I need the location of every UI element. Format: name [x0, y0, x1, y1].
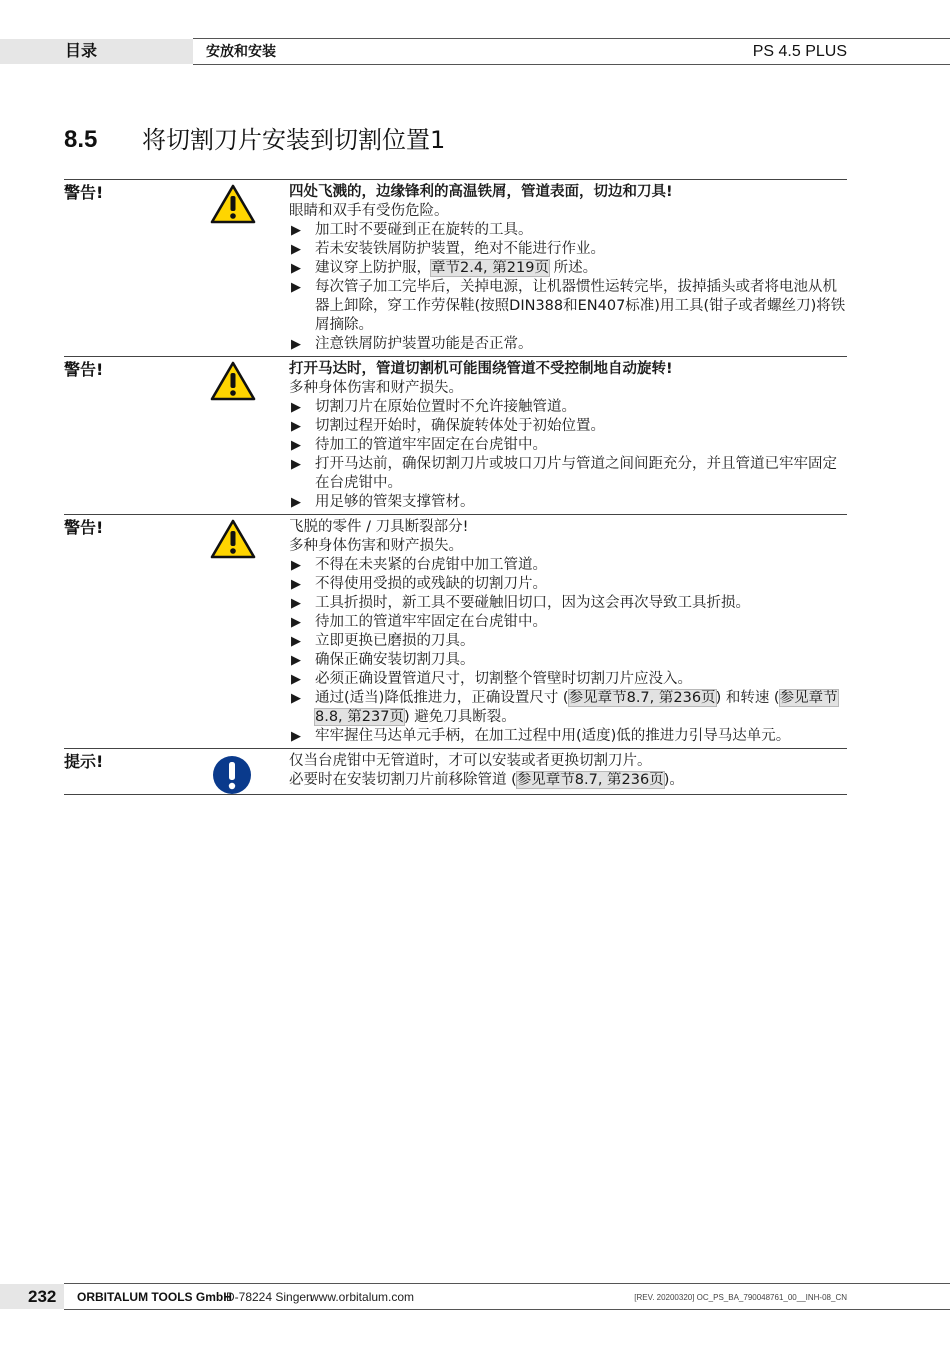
- bullet-triangle-icon: ▶: [291, 596, 301, 611]
- notice-label: 提示!: [64, 752, 104, 771]
- footer-company: ORBITALUM TOOLS GmbH: [77, 1290, 232, 1304]
- header-toc-label[interactable]: 目录: [65, 41, 98, 60]
- hint-line: 仅当台虎钳中无管道时，才可以安装或者更换切割刀片。: [289, 753, 652, 769]
- list-item: ▶ 不得使用受损的或残缺的切割刀片。: [291, 576, 547, 592]
- header-rule-top: [193, 38, 950, 39]
- bullet-triangle-icon: ▶: [291, 400, 301, 415]
- list-item: ▶ 必须正确设置管道尺寸，切割整个管壁时切割刀片应没入。: [291, 671, 692, 687]
- notice-description: 多种身体伤害和财产损失。: [289, 380, 463, 396]
- list-item: ▶ 建议穿上防护服，章节2.4, 第219页 所述。: [291, 260, 598, 276]
- notice-label: 警告!: [64, 360, 104, 379]
- bullet-triangle-icon: ▶: [291, 615, 301, 630]
- cross-reference-link[interactable]: 章节2.4, 第219页: [431, 260, 549, 276]
- warning-notice-motor-rotation: [64, 357, 847, 515]
- list-item: ▶ 工具折损时，新工具不要碰触旧切口，因为这会再次导致工具折损。: [291, 595, 750, 611]
- header-product-name: PS 4.5 PLUS: [752, 43, 847, 60]
- bullet-triangle-icon: ▶: [291, 558, 301, 573]
- list-item: ▶ 立即更换已磨损的刀具。: [291, 633, 475, 649]
- list-item: ▶ 确保正确安装切割刀具。: [291, 652, 475, 668]
- notice-bullet-list: [289, 556, 847, 746]
- list-item: ▶ 注意铁屑防护装置功能是否正常。: [291, 336, 533, 352]
- bullet-triangle-icon: ▶: [291, 438, 301, 453]
- section-number: 8.5: [64, 126, 98, 153]
- bullet-triangle-icon: ▶: [291, 653, 301, 668]
- list-item: ▶ 牢牢握住马达单元手柄，在加工过程中用(适度)低的推进力引导马达单元。: [291, 728, 791, 744]
- bullet-triangle-icon: ▶: [291, 495, 301, 510]
- notice-bullet-list: [289, 398, 847, 512]
- notice-description: 多种身体伤害和财产损失。: [289, 538, 463, 554]
- section-title: 将切割刀片安装到切割位置1: [142, 126, 446, 154]
- bullet-triangle-icon: ▶: [291, 691, 301, 706]
- footer-address: D-78224 Singen: [226, 1290, 313, 1304]
- header-section-label: 安放和安装: [206, 44, 276, 60]
- notice-label: 警告!: [64, 518, 104, 537]
- header-rule-bottom: [193, 64, 950, 65]
- list-item: ▶ 待加工的管道牢牢固定在台虎钳中。: [291, 437, 547, 453]
- footer-rule-top: [64, 1283, 950, 1284]
- list-item: ▶ 待加工的管道牢牢固定在台虎钳中。: [291, 614, 547, 630]
- footer-revision-code: [REV. 20200320] OC_PS_BA_790048761_00__INH-08_CN: [634, 1293, 847, 1302]
- bullet-triangle-icon: ▶: [291, 223, 301, 238]
- notice-title: 四处飞溅的，边缘锋利的高温铁屑，管道表面，切边和刀具!: [289, 184, 673, 200]
- cross-reference-link[interactable]: 参见章节8.7, 第236页: [516, 772, 664, 788]
- list-item: ▶ 用足够的管架支撑管材。: [291, 494, 475, 510]
- list-item: ▶ 不得在未夹紧的台虎钳中加工管道。: [291, 557, 547, 573]
- page-number: 232: [28, 1287, 57, 1306]
- bullet-triangle-icon: ▶: [291, 457, 301, 472]
- notice-label: 警告!: [64, 183, 104, 202]
- bullet-triangle-icon: ▶: [291, 577, 301, 592]
- bullet-triangle-icon: ▶: [291, 280, 301, 295]
- hint-line: 必要时在安装切割刀片前移除管道 (参见章节8.7, 第236页)。: [289, 772, 684, 788]
- list-item: ▶ 若未安装铁屑防护装置，绝对不能进行作业。: [291, 241, 605, 257]
- notice-body: [289, 518, 847, 746]
- footer-rule-bottom: [64, 1309, 950, 1310]
- bullet-triangle-icon: ▶: [291, 672, 301, 687]
- notice-title: 飞脱的零件 / 刀具断裂部分!: [289, 519, 469, 535]
- bullet-triangle-icon: ▶: [291, 337, 301, 352]
- list-item: ▶ 加工时不要碰到正在旋转的工具。: [291, 222, 533, 238]
- hint-notice-blade-change: [64, 749, 847, 795]
- warning-notice-flying-parts: [64, 515, 847, 749]
- warning-triangle-icon: [210, 361, 256, 405]
- notice-description: 眼睛和双手有受伤危险。: [289, 203, 449, 219]
- safety-notice-table: [64, 179, 847, 795]
- info-exclamation-icon: [212, 755, 252, 799]
- notice-body: [289, 360, 847, 512]
- cross-reference-link[interactable]: 参见章节8.8, 第237页: [315, 690, 838, 725]
- list-item: ▶ 切割过程开始时，确保旋转体处于初始位置。: [291, 418, 605, 434]
- bullet-triangle-icon: ▶: [291, 729, 301, 744]
- warning-triangle-icon: [210, 519, 256, 563]
- notice-body: [289, 183, 847, 354]
- notice-bullet-list: [289, 221, 847, 354]
- warning-notice-flying-chips: [64, 180, 847, 357]
- notice-body: [289, 752, 847, 792]
- list-item: ▶ 切割刀片在原始位置时不允许接触管道。: [291, 399, 576, 415]
- footer-website-link[interactable]: www.orbitalum.com: [310, 1290, 415, 1304]
- bullet-triangle-icon: ▶: [291, 242, 301, 257]
- bullet-triangle-icon: ▶: [291, 634, 301, 649]
- warning-triangle-icon: [210, 184, 256, 228]
- list-item: ▶ 打开马达前，确保切割刀片或坡口刀片与管道之间间距充分，并且管道已牢牢固定在台虎钳中。: [291, 456, 837, 491]
- bullet-triangle-icon: ▶: [291, 419, 301, 434]
- list-item: ▶ 通过(适当)降低推进力，正确设置尺寸 (参见章节8.7, 第236页) 和转速 (参见章节8.8, 第237页) 避免刀具断裂。: [291, 690, 838, 725]
- cross-reference-link[interactable]: 参见章节8.7, 第236页: [568, 690, 716, 706]
- notice-title: 打开马达时，管道切割机可能围绕管道不受控制地自动旋转!: [289, 361, 673, 377]
- bullet-triangle-icon: ▶: [291, 261, 301, 276]
- list-item: ▶ 每次管子加工完毕后，关掉电源，让机器惯性运转完毕，拔掉插头或者将电池从机器上卸除，穿工作劳保鞋(按照DIN388和EN407标准)用工具(钳子或者螺丝刀)将铁屑摘除。: [291, 279, 846, 333]
